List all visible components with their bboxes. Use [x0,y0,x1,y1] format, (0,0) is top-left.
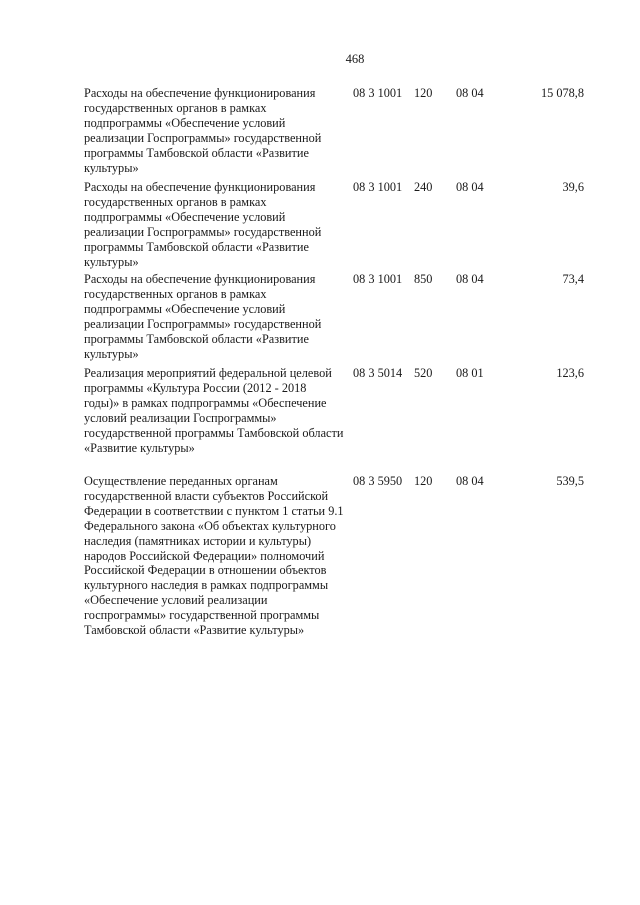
row-section-subsection-code: 08 04 [456,180,484,194]
row-target-article-code: 08 3 1001 [353,272,403,286]
row-description: Расходы на обеспечение функционирования государственных органов в рамках подпрограммы «Обеспечение условий реализации Госпрограммы» государственной программы Тамбовской области «Развитие культуры» [84,180,322,269]
row-expense-type-code: 520 [414,366,433,380]
row-amount: 123,6 [556,366,584,380]
row-description: Реализация мероприятий федеральной целевой программы «Культура России (2012 - 2018 годы)» в рамках подпрограммы «Обеспечение условий реализации Госпрограммы» государственной программы Тамбовской области «Развитие культуры» [84,366,344,455]
row-expense-type-code: 120 [414,86,433,100]
row-amount: 539,5 [556,474,584,488]
row-amount: 39,6 [562,180,584,194]
row-section-subsection-code: 08 04 [456,86,484,100]
row-expense-type-code: 120 [414,474,433,488]
row-section-subsection-code: 08 04 [456,272,484,286]
row-section-subsection-code: 08 01 [456,366,484,380]
row-target-article-code: 08 3 1001 [353,180,403,194]
row-description: Осуществление переданных органам государственной власти субъектов Российской Федерации в соответствии с пунктом 1 статьи 9.1 Федерального закона «Об объектах культурного наследия (памятниках истории и культуры) народов Российской Федерации» полномочий Российской Федерации в отношении объектов культурного наследия в рамках подпрограммы «Обеспечение условий реализации госпрограммы» государственной программы Тамбовской области «Развитие культуры» [84,474,344,638]
page-number: 468 [345,52,365,66]
row-target-article-code: 08 3 5014 [353,366,403,380]
row-amount: 15 078,8 [540,86,584,100]
row-description: Расходы на обеспечение функционирования государственных органов в рамках подпрограммы «Обеспечение условий реализации Госпрограммы» государственной программы Тамбовской области «Развитие культуры» [84,272,322,361]
row-expense-type-code: 240 [414,180,433,194]
row-expense-type-code: 850 [414,272,433,286]
row-description: Расходы на обеспечение функционирования государственных органов в рамках подпрограммы «Обеспечение условий реализации Госпрограммы» государственной программы Тамбовской области «Развитие культуры» [84,86,322,175]
row-section-subsection-code: 08 04 [456,474,484,488]
row-target-article-code: 08 3 1001 [353,86,403,100]
row-target-article-code: 08 3 5950 [353,474,403,488]
row-amount: 73,4 [562,272,584,286]
